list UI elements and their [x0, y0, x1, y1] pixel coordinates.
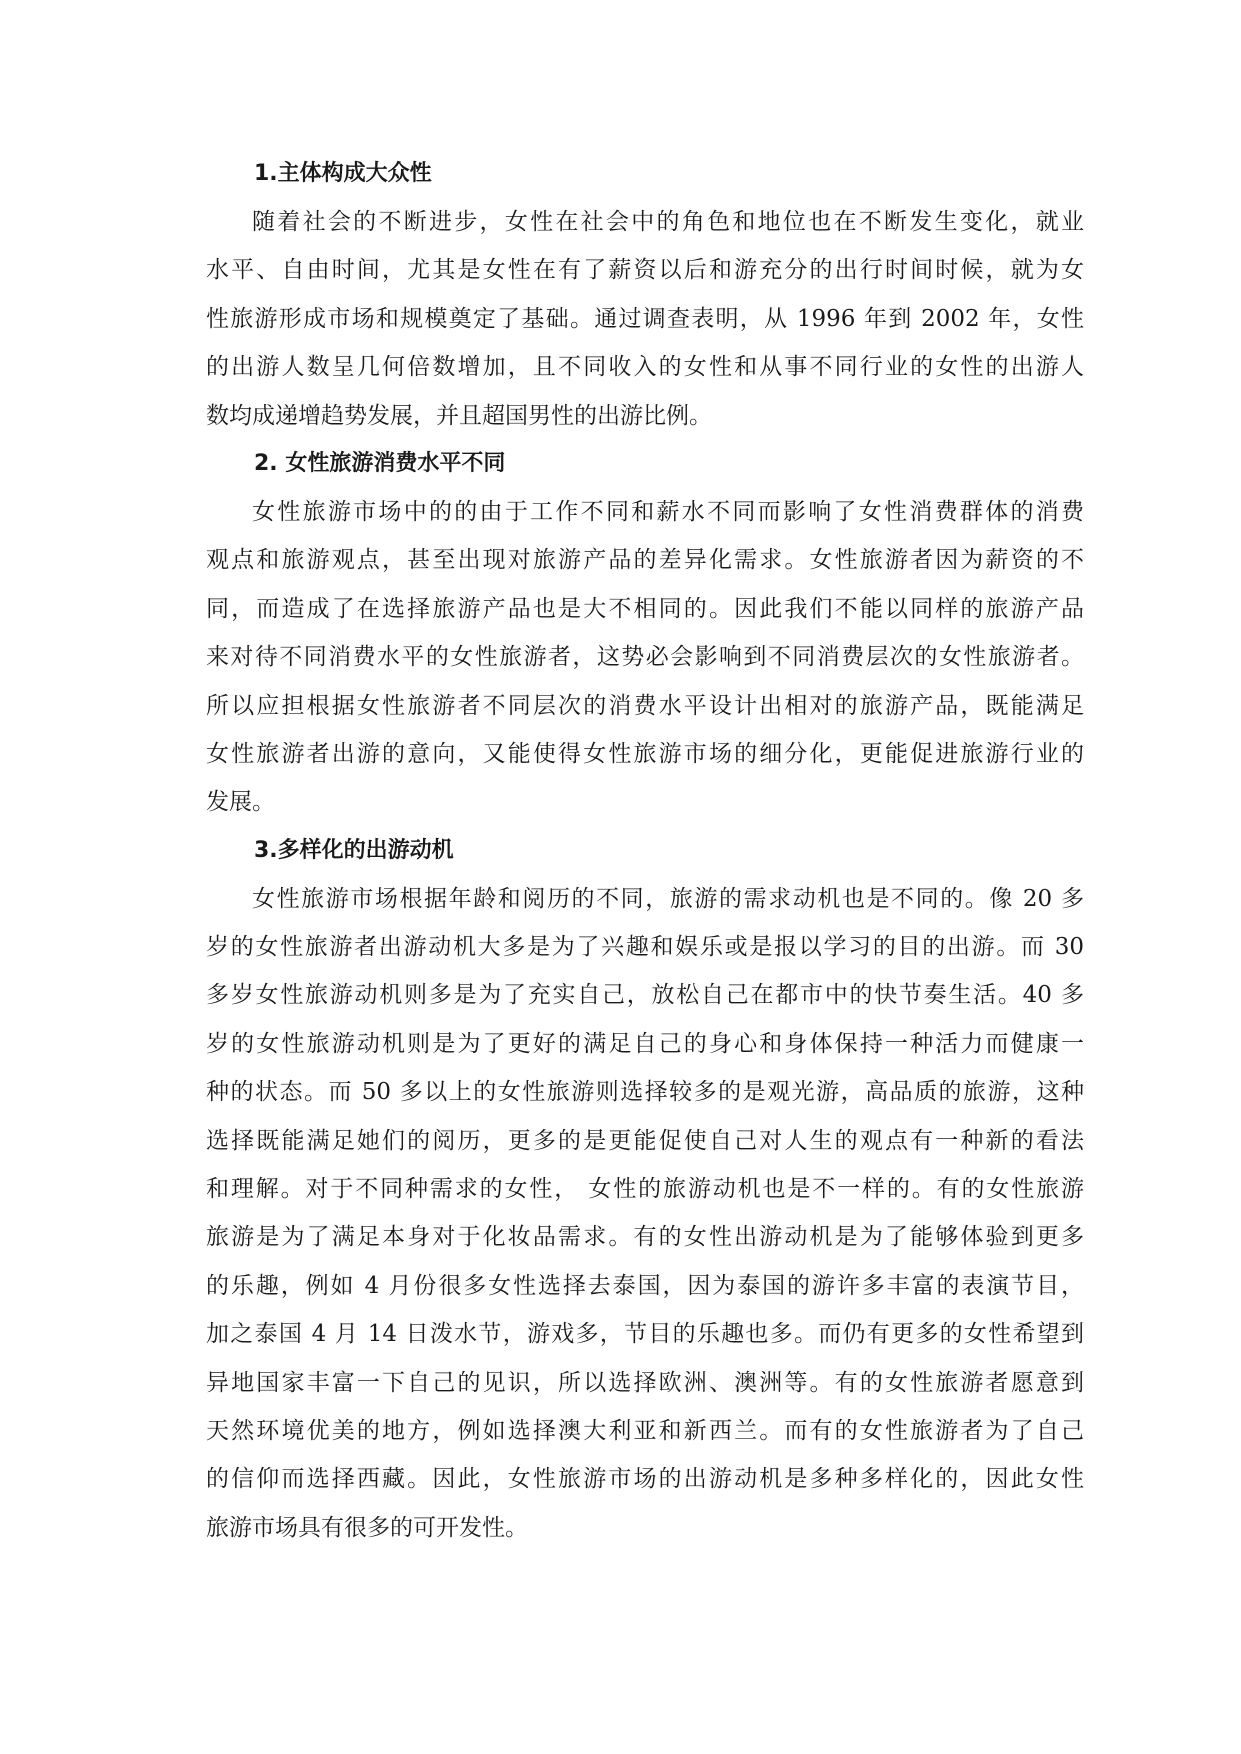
paragraph-line: 和理解。对于不同种需求的女性， 女性的旅游动机也是不一样的。有的女性旅游	[206, 1176, 1084, 1203]
section-paragraph-3	[206, 875, 1084, 1552]
paragraph-line: 种的状态。而 50 多以上的女性旅游则选择较多的是观光游，高品质的旅游，这种	[206, 1079, 1084, 1106]
paragraph-line: 天然环境优美的地方，例如选择澳大利亚和新西兰。而有的女性旅游者为了自己	[206, 1417, 1084, 1444]
paragraph-line: 观点和旅游观点，甚至出现对旅游产品的差异化需求。女性旅游者因为薪资的不	[206, 547, 1084, 574]
section-heading-1: 1.主体构成大众性	[254, 161, 432, 186]
paragraph-line: 的出游人数呈几何倍数增加，且不同收入的女性和从事不同行业的女性的出游人	[206, 354, 1084, 381]
section-paragraph-2	[206, 488, 1084, 827]
paragraph-line: 女性旅游者出游的意向，又能使得女性旅游市场的细分化，更能促进旅游行业的	[206, 740, 1084, 767]
paragraph-line: 岁的女性旅游动机则是为了更好的满足自己的身心和身体保持一种活力而健康一	[206, 1030, 1084, 1057]
paragraph-line: 旅游市场具有很多的可开发性。	[206, 1514, 528, 1541]
paragraph-line: 同，而造成了在选择旅游产品也是大不相同的。因此我们不能以同样的旅游产品	[206, 595, 1084, 622]
paragraph-line: 女性旅游市场根据年龄和阅历的不同，旅游的需求动机也是不同的。像 20 多	[252, 885, 1084, 912]
section-paragraph-1	[206, 198, 1084, 440]
paragraph-line: 多岁女性旅游动机则多是为了充实自己，放松自己在都市中的快节奏生活。40 多	[206, 982, 1084, 1009]
paragraph-line: 岁的女性旅游者出游动机大多是为了兴趣和娱乐或是报以学习的目的出游。而 30	[206, 934, 1084, 961]
paragraph-line: 来对待不同消费水平的女性旅游者，这势必会影响到不同消费层次的女性旅游者。	[206, 644, 1084, 671]
document-body	[206, 150, 1084, 1552]
paragraph-line: 女性旅游市场中的的由于工作不同和薪水不同而影响了女性消费群体的消费	[252, 498, 1084, 525]
paragraph-line: 旅游是为了满足本身对于化妆品需求。有的女性出游动机是为了能够体验到更多	[206, 1224, 1084, 1251]
section-heading-2: 2. 女性旅游消费水平不同	[254, 450, 506, 476]
paragraph-line: 发展。	[206, 789, 275, 816]
paragraph-line: 的乐趣，例如 4 月份很多女性选择去泰国，因为泰国的游许多丰富的表演节目，	[206, 1272, 1084, 1299]
paragraph-line: 加之泰国 4 月 14 日泼水节，游戏多，节目的乐趣也多。而仍有更多的女性希望到	[206, 1321, 1084, 1348]
paragraph-line: 选择既能满足她们的阅历，更多的是更能促使自己对人生的观点有一种新的看法	[206, 1127, 1084, 1154]
paragraph-line: 所以应担根据女性旅游者不同层次的消费水平设计出相对的旅游产品，既能满足	[206, 692, 1084, 719]
paragraph-line: 水平、自由时间，尤其是女性在有了薪资以后和游充分的出行时间时候，就为女	[206, 257, 1084, 284]
paragraph-line: 性旅游形成市场和规模奠定了基础。通过调查表明，从 1996 年到 2002 年，女性	[206, 305, 1084, 332]
paragraph-line: 的信仰而选择西藏。因此，女性旅游市场的出游动机是多种多样化的，因此女性	[206, 1466, 1084, 1493]
paragraph-line: 随着社会的不断进步，女性在社会中的角色和地位也在不断发生变化，就业	[252, 209, 1084, 235]
section-heading-3: 3.多样化的出游动机	[254, 837, 454, 863]
paragraph-line: 异地国家丰富一下自己的见识，所以选择欧洲、澳洲等。有的女性旅游者愿意到	[206, 1369, 1084, 1396]
paragraph-line: 数均成递增趋势发展，并且超国男性的出游比例。	[206, 402, 712, 429]
